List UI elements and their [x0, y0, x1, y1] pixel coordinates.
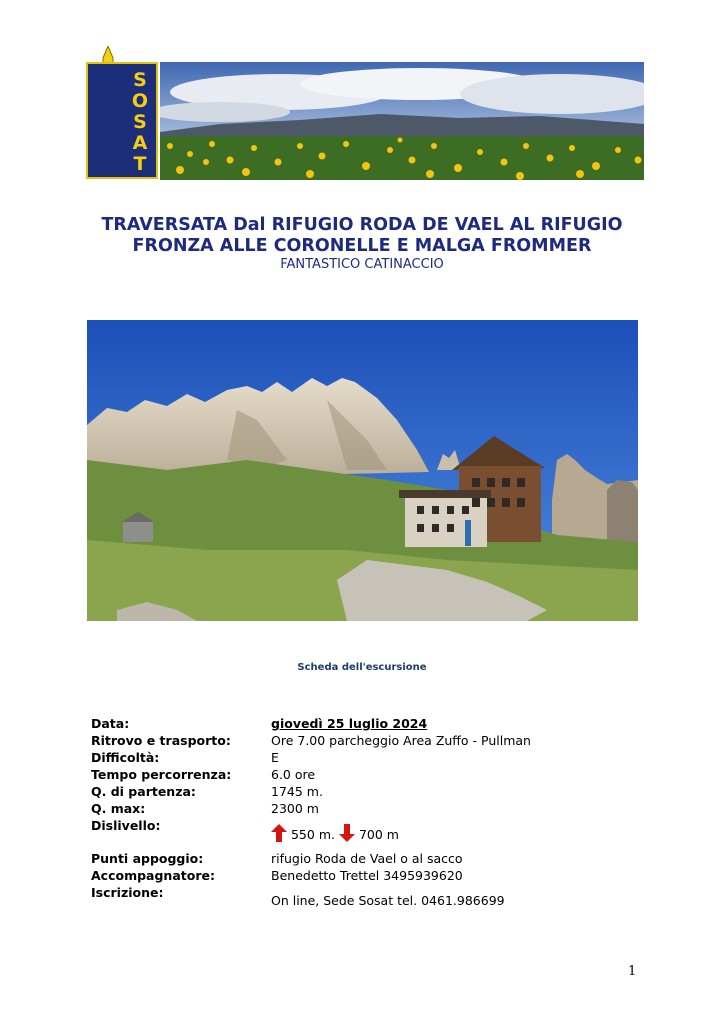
section-label: Scheda dell'escursione: [297, 662, 427, 673]
detail-label: Q. max:: [91, 801, 146, 816]
detail-value-date: giovedì 25 luglio 2024: [271, 716, 428, 731]
logo-letter: S: [133, 69, 147, 91]
detail-value: Benedetto Trettel 3495939620: [271, 868, 463, 883]
page-title: [60, 215, 664, 257]
detail-row-difficolta: [91, 750, 651, 768]
title-line-1: TRAVERSATA Dal RIFUGIO RODA DE VAEL AL RIFUGIO: [101, 215, 623, 235]
header-banner-image: [160, 62, 644, 180]
arrow-down-icon: [339, 824, 355, 842]
detail-label: Tempo percorrenza:: [91, 767, 232, 782]
detail-value: 6.0 ore: [271, 767, 316, 782]
logo-letter: O: [131, 90, 149, 112]
detail-row-accompagnatore: [91, 868, 651, 886]
dolomites-landscape: [87, 320, 638, 621]
detail-value-dislivello: [271, 824, 399, 842]
detail-label: Dislivello:: [91, 818, 161, 833]
detail-label: Difficoltà:: [91, 750, 160, 765]
meadow-landscape: [160, 62, 644, 180]
detail-value: On line, Sede Sosat tel. 0461.986699: [271, 893, 505, 908]
descent-value: 700 m: [358, 827, 399, 842]
detail-row-q-partenza: [91, 784, 651, 802]
detail-label: Punti appoggio:: [91, 851, 204, 866]
detail-row-dislivello: [91, 818, 651, 850]
detail-label: Data:: [91, 716, 130, 731]
detail-value: Ore 7.00 parcheggio Area Zuffo - Pullman: [271, 733, 531, 748]
arrow-up-icon: [271, 824, 287, 842]
logo-letters: [130, 70, 150, 175]
detail-value: 1745 m.: [271, 784, 323, 799]
page-subtitle: FANTASTICO CATINACCIO: [280, 257, 444, 272]
logo-box: [86, 62, 158, 179]
logo-letter: A: [132, 132, 148, 154]
detail-row-ritrovo: [91, 733, 651, 751]
detail-label: Iscrizione:: [91, 885, 164, 900]
detail-label: Ritrovo e trasporto:: [91, 733, 231, 748]
detail-row-data: [91, 716, 651, 734]
page-number: 1: [628, 964, 637, 979]
detail-row-q-max: [91, 801, 651, 819]
detail-value: rifugio Roda de Vael o al sacco: [271, 851, 463, 866]
sosat-logo: [86, 46, 158, 179]
title-line-2: FRONZA ALLE CORONELLE E MALGA FROMMER: [132, 236, 592, 256]
detail-value: 2300 m: [271, 801, 319, 816]
detail-value: E: [271, 750, 279, 765]
logo-letter: S: [133, 111, 147, 133]
detail-row-tempo: [91, 767, 651, 785]
detail-row-punti: [91, 851, 651, 869]
detail-row-iscrizione: [91, 885, 651, 915]
detail-label: Accompagnatore:: [91, 868, 215, 883]
rifugio-photo: [87, 320, 638, 621]
ascent-value: 550 m.: [290, 827, 335, 842]
logo-letter: T: [133, 153, 147, 175]
detail-label: Q. di partenza:: [91, 784, 196, 799]
